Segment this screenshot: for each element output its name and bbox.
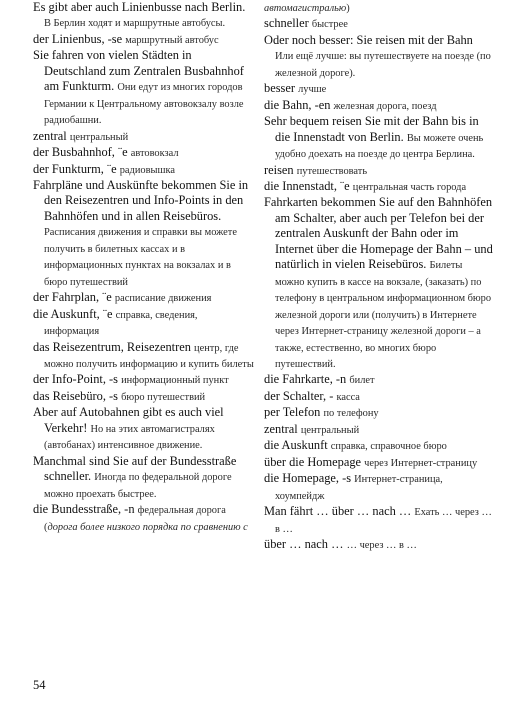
russian-translation-italic: дорога более низкого порядка по сравнению с bbox=[47, 521, 248, 533]
vocab-entry bbox=[264, 438, 494, 454]
vocab-entry bbox=[33, 0, 255, 32]
russian-translation-end: ) bbox=[346, 3, 350, 14]
german-text: der Busbahnhof, ¨e bbox=[33, 145, 128, 160]
russian-translation: автовокзал bbox=[130, 148, 179, 160]
russian-translation: центральная часть города bbox=[352, 181, 467, 193]
russian-translation: маршрутный автобус bbox=[125, 34, 219, 46]
vocab-entry bbox=[264, 405, 494, 421]
german-text: Manchmal sind Sie auf der Bundesstraße schneller. bbox=[33, 453, 237, 484]
vocab-entry bbox=[264, 114, 494, 162]
russian-translation: справка, сведения, информация bbox=[44, 309, 198, 338]
german-text: schneller bbox=[264, 16, 309, 31]
vocab-entry bbox=[33, 290, 255, 306]
vocab-entry bbox=[264, 33, 494, 81]
german-text: Oder noch besser: Sie reisen mit der Bahn bbox=[264, 32, 473, 47]
german-text: Man fährt … über … nach … bbox=[264, 504, 412, 519]
russian-translation: информационный пункт bbox=[121, 375, 229, 387]
russian-translation: лучше bbox=[298, 84, 327, 96]
vocab-entry bbox=[264, 16, 494, 32]
russian-translation: бюро путешествий bbox=[121, 391, 206, 403]
russian-translation-italic: автомагистралью bbox=[264, 3, 347, 14]
russian-translation: … через … в … bbox=[346, 539, 417, 551]
russian-translation: справка, справочное бюро bbox=[330, 441, 447, 453]
vocab-entry bbox=[33, 502, 255, 535]
russian-translation: касса bbox=[336, 391, 360, 403]
vocab-entry bbox=[33, 340, 255, 373]
vocab-entry bbox=[264, 195, 494, 372]
vocab-entry bbox=[33, 372, 255, 388]
german-text: das Reisebüro, -s bbox=[33, 388, 118, 403]
german-text: die Fahrkarte, -n bbox=[264, 372, 347, 387]
german-text: der Funkturm, ¨e bbox=[33, 161, 117, 176]
left-column bbox=[33, 0, 255, 535]
vocab-entry bbox=[33, 307, 255, 340]
russian-translation: быстрее bbox=[311, 19, 348, 31]
german-text: die Bundesstraße, -n bbox=[33, 502, 135, 517]
german-text: Es gibt aber auch Linienbusse nach Berlin. bbox=[33, 0, 246, 14]
russian-translation: по телефону bbox=[323, 408, 379, 420]
vocab-entry bbox=[33, 129, 255, 145]
vocab-entry bbox=[33, 405, 255, 453]
vocab-entry bbox=[264, 537, 494, 553]
russian-translation: Или ещё лучше: вы путешествуете на поезде (по железной дороге). bbox=[275, 51, 491, 79]
russian-translation bbox=[264, 3, 350, 14]
vocab-entry bbox=[264, 98, 494, 114]
vocab-entry bbox=[264, 504, 494, 537]
russian-translation: Вы можете очень удобно доехать на поезде до центра Берлина. bbox=[275, 132, 484, 161]
german-text: zentral bbox=[33, 128, 67, 143]
german-text: die Innenstadt, ¨e bbox=[264, 178, 350, 193]
vocab-entry bbox=[264, 455, 494, 471]
russian-translation: Они едут из многих городов Германии к Центральному автовокзалу возле радиобашни. bbox=[44, 82, 244, 127]
german-text: reisen bbox=[264, 162, 294, 177]
german-text: Sehr bequem reisen Sie mit der Bahn bis in die Innenstadt von Berlin. bbox=[264, 114, 479, 144]
vocab-entry bbox=[264, 389, 494, 405]
russian-translation: Но на этих автомагистралях (автобанах) интенсивное движение. bbox=[44, 423, 215, 452]
russian-translation: Иногда по федеральной дороге можно проехать быстрее. bbox=[44, 472, 232, 500]
russian-translation: расписание движения bbox=[114, 293, 212, 305]
right-column bbox=[264, 0, 494, 553]
german-text: Fahrkarten bekommen Sie auf den Bahnhöfen am Schalter, aber auch per Telefon bei der zentralen Auskunft der Bahn oder im Internet über die Homepage der Bahn – und natürlich in vielen Reisebüros. bbox=[264, 195, 493, 272]
page-number: 54 bbox=[33, 678, 46, 692]
vocab-entry-continued bbox=[264, 0, 494, 16]
german-text: der Fahrplan, ¨e bbox=[33, 290, 112, 305]
vocab-entry bbox=[264, 372, 494, 388]
german-text: das Reisezentrum, Reisezentren bbox=[33, 339, 191, 354]
german-text: der Linienbus, -se bbox=[33, 31, 123, 46]
vocab-entry bbox=[264, 163, 494, 179]
russian-translation-start: федеральная дорога ( bbox=[44, 505, 226, 533]
german-text: Aber auf Autobahnen gibt es auch viel Verkehr! bbox=[33, 405, 224, 435]
russian-translation: Расписания движения и справки вы можете получить в билетных кассах и в информационных пунктах на вокзалах и в бюро путешествий bbox=[44, 227, 237, 288]
russian-translation: Билеты можно купить в кассе на вокзале, (заказать) по телефону в центральном информационном бюро железной дороги или (получить) в Интернете через Интернет-страницу железной дороги – а также, естественно, во многих бюро путешествий. bbox=[275, 260, 492, 370]
vocab-entry bbox=[33, 389, 255, 405]
german-text: über … nach … bbox=[264, 536, 344, 551]
german-text: über die Homepage bbox=[264, 454, 362, 469]
russian-translation: билет bbox=[349, 375, 375, 387]
russian-translation: радиовышка bbox=[119, 164, 175, 176]
german-text: der Info-Point, -s bbox=[33, 372, 118, 387]
russian-translation: железная дорога, поезд bbox=[333, 100, 437, 112]
vocab-entry bbox=[264, 179, 494, 195]
german-text: der Schalter, - bbox=[264, 388, 334, 403]
vocab-entry bbox=[33, 145, 255, 161]
german-text: die Bahn, -en bbox=[264, 97, 331, 112]
vocab-entry bbox=[264, 422, 494, 438]
vocab-entry bbox=[264, 471, 494, 504]
russian-translation: Ехать … через … в … bbox=[275, 507, 492, 535]
russian-translation: В Берлин ходят и маршрутные автобусы. bbox=[44, 18, 226, 30]
russian-translation: через Интернет-страницу bbox=[364, 457, 478, 469]
vocab-entry bbox=[264, 81, 494, 97]
vocab-entry bbox=[33, 32, 255, 48]
german-text: die Auskunft bbox=[264, 438, 328, 453]
russian-translation: Интернет-страница, хоумпейдж bbox=[275, 474, 443, 502]
german-text: zentral bbox=[264, 421, 298, 436]
vocab-entry bbox=[33, 162, 255, 178]
vocab-entry bbox=[33, 454, 255, 502]
vocab-entry bbox=[33, 48, 255, 128]
german-text: Sie fahren von vielen Städten in Deutschland zum Zentralen Busbahnhof am Funkturm. bbox=[33, 48, 244, 94]
russian-translation: центр, где можно получить информацию и купить билеты bbox=[44, 342, 254, 370]
german-text: Fahrpläne und Auskünfte bekommen Sie in den Reisezentren und Info-Points in den Bahnhöfen und in allen Reisebüros. bbox=[33, 177, 249, 223]
german-text: besser bbox=[264, 81, 295, 96]
russian-translation: путешествовать bbox=[296, 165, 368, 177]
german-text: die Homepage, -s bbox=[264, 471, 352, 486]
russian-translation: центральный bbox=[69, 131, 129, 143]
russian-translation: центральный bbox=[300, 424, 360, 436]
vocab-entry bbox=[33, 178, 255, 290]
german-text: per Telefon bbox=[264, 405, 321, 420]
german-text: die Auskunft, ¨e bbox=[33, 306, 113, 321]
